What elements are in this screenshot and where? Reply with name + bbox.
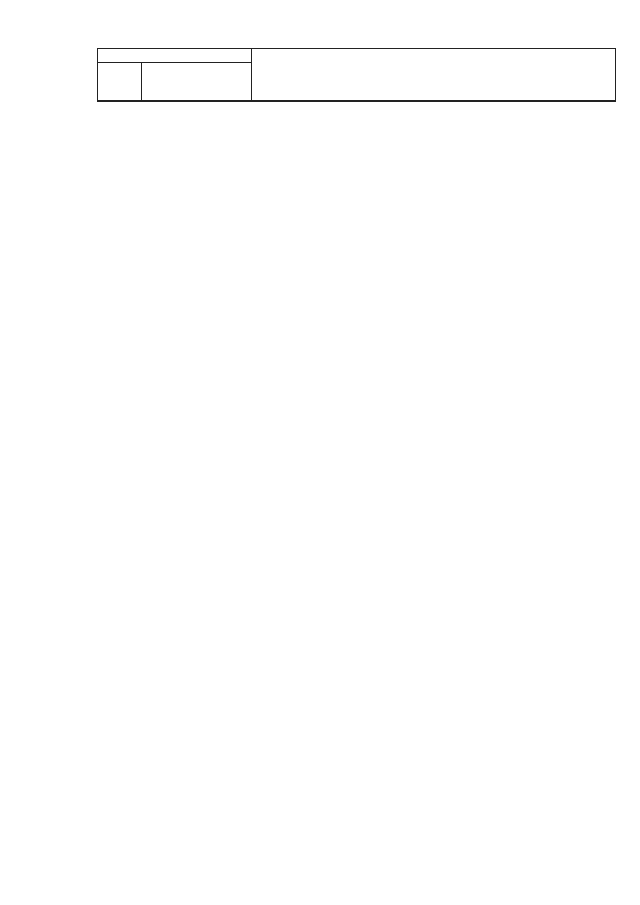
- section-row: [98, 101, 616, 102]
- header-name: [252, 49, 616, 101]
- budget-classification-table: [97, 48, 616, 102]
- table-body-section: [98, 101, 616, 102]
- header-admin: [98, 63, 142, 101]
- header-bezvozmezdnyh: [142, 63, 252, 101]
- section-title: [98, 101, 616, 102]
- header-kbk: [98, 49, 252, 63]
